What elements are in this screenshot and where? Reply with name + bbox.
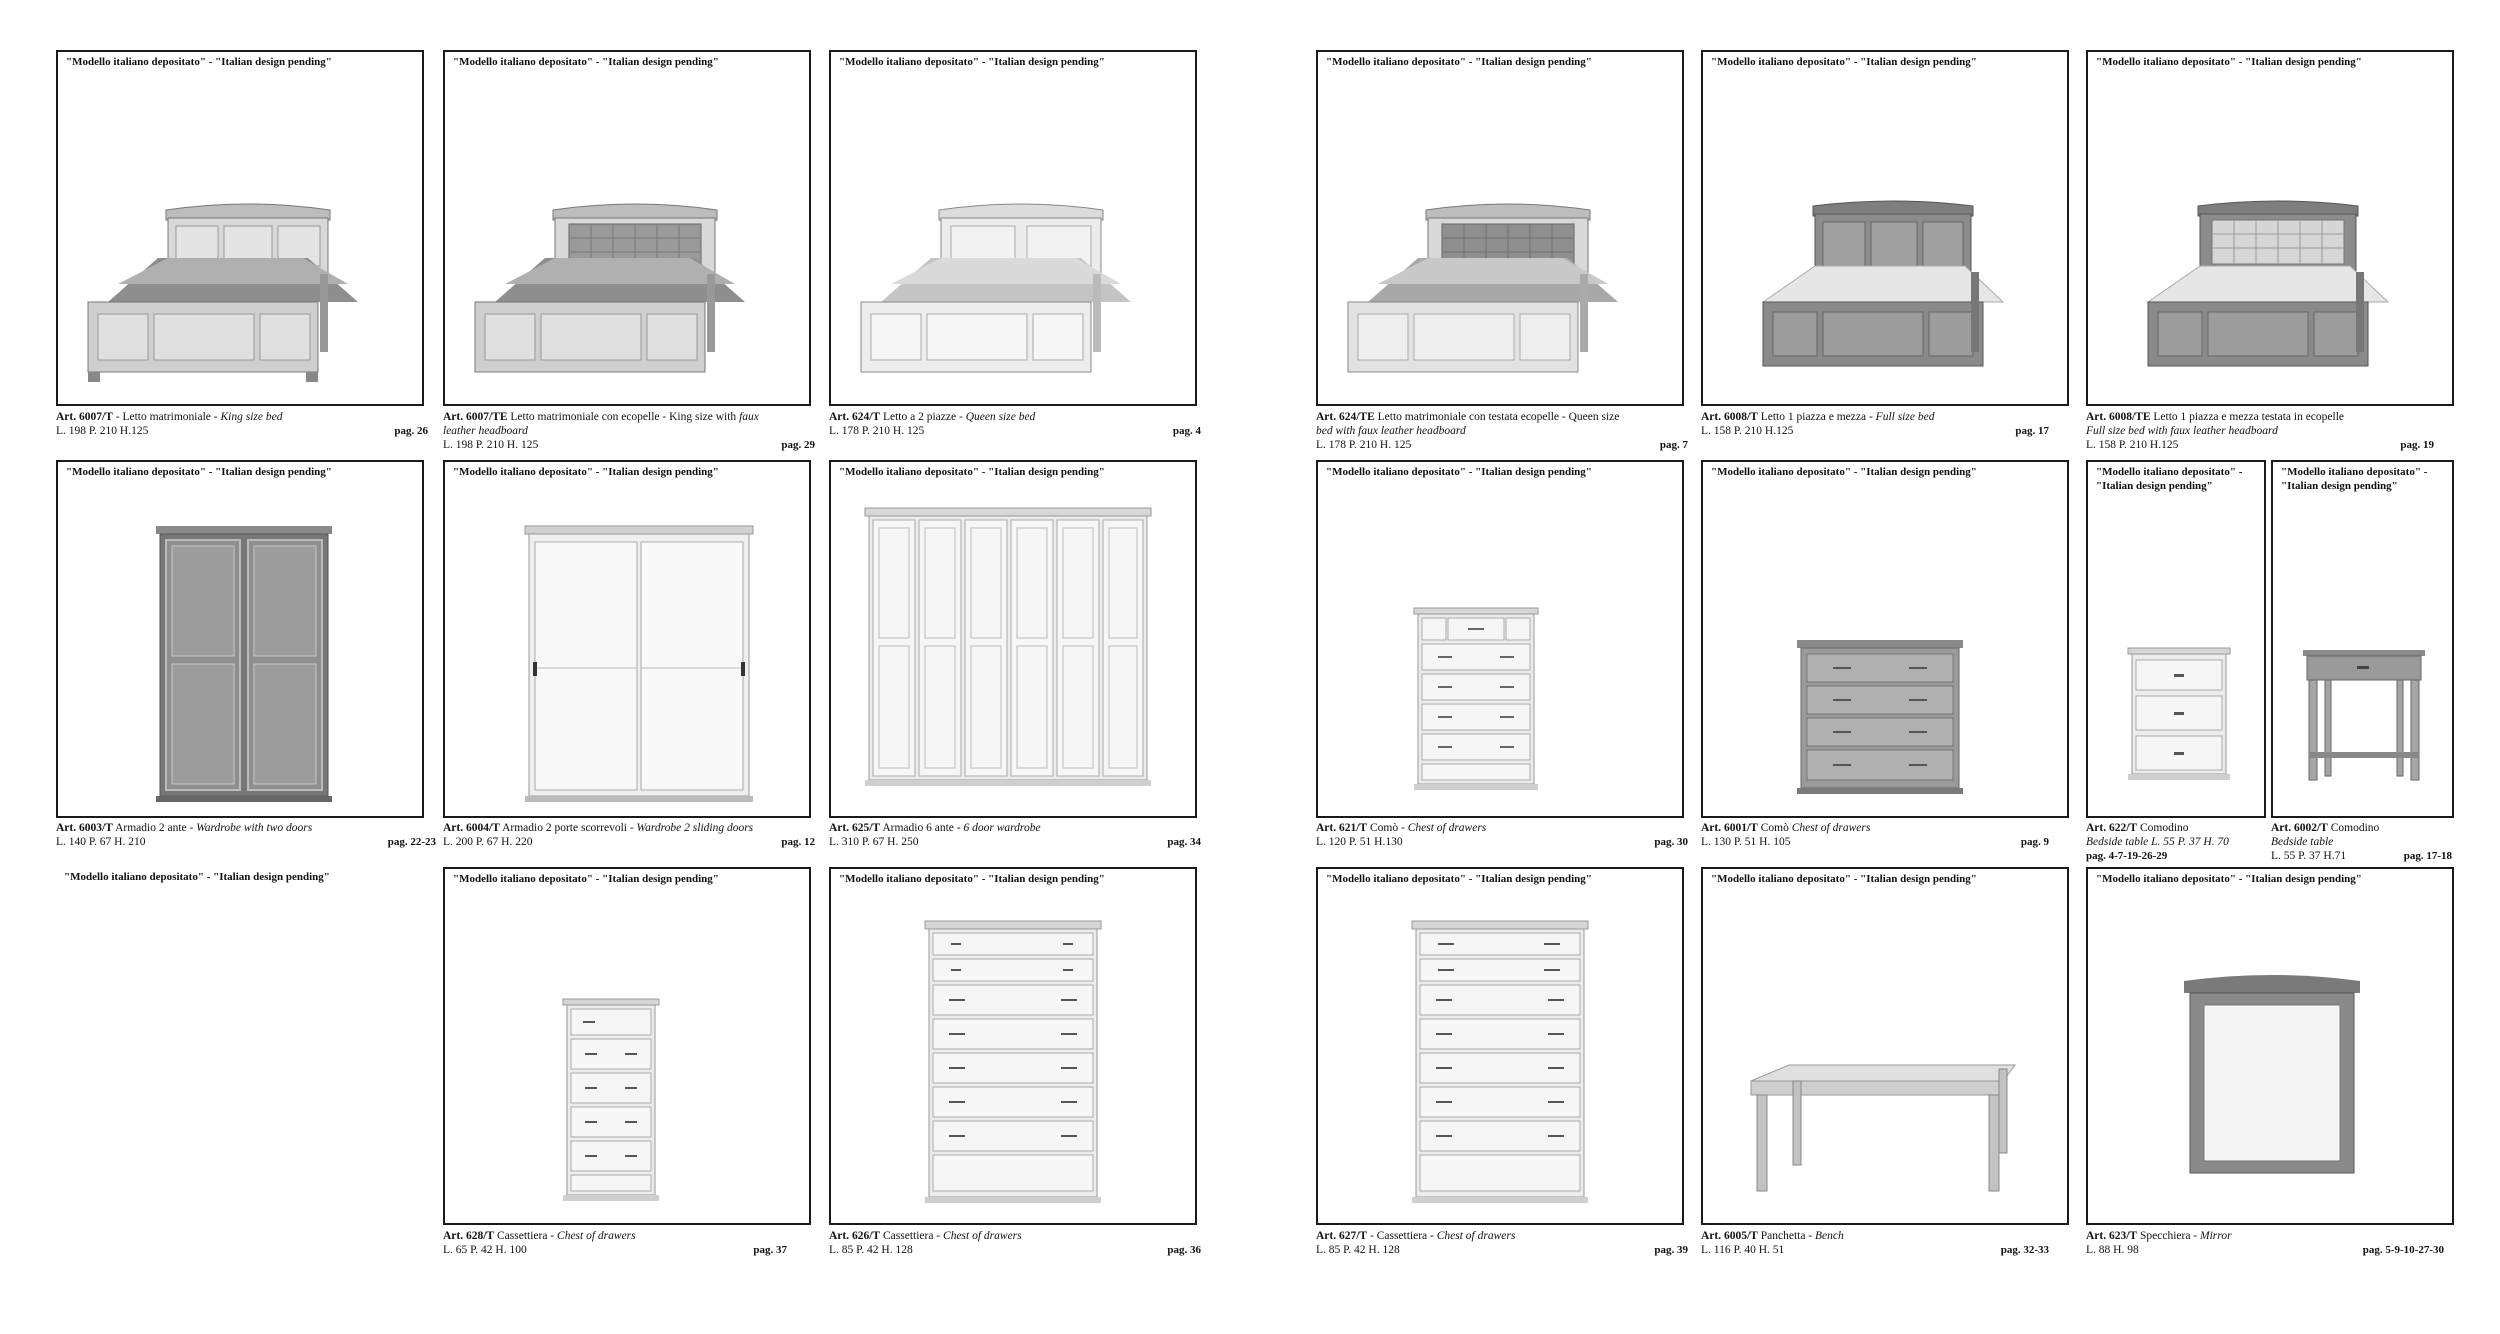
design-notice: "Modello italiano depositato" - "Italian design pending" (839, 466, 1105, 478)
design-notice: "Modello italiano depositato" - "Italian design pending" (453, 466, 719, 478)
product-panel-628t (443, 867, 811, 1225)
design-notice: "Modello italiano depositato" - "Italian design pending" (2096, 466, 2243, 492)
design-notice: "Modello italiano depositato" - "Italian design pending" (64, 871, 330, 883)
product-panel-6005t (1701, 867, 2069, 1225)
product-caption-6007te: Art. 6007/TE Letto matrimoniale con ecopelle - King size with faux leather headboard L. 198 P. 210 H. 125 pag. 29 (443, 411, 815, 451)
product-panel-6008t (1701, 50, 2069, 406)
product-caption-623t: Art. 623/T Specchiera - Mirror L. 88 H. 98 pag. 5-9-10-27-30 (2086, 1230, 2444, 1256)
design-notice: "Modello italiano depositato" - "Italian design pending" (2281, 466, 2428, 492)
mirror-image (2088, 869, 2454, 1225)
bed-image (2088, 52, 2454, 406)
design-notice: "Modello italiano depositato" - "Italian design pending" (1326, 56, 1592, 68)
product-caption-622t: Art. 622/T Comodino Bedside table L. 55 P. 37 H. 70 pag. 4-7-19-26-29 (2086, 822, 2229, 862)
design-notice: "Modello italiano depositato" - "Italian design pending" (1326, 466, 1592, 478)
product-panel-6004t (443, 460, 811, 818)
chest-image (1318, 462, 1684, 818)
product-caption-628t: Art. 628/T Cassettiera - Chest of drawers L. 65 P. 42 H. 100 pag. 37 (443, 1230, 787, 1256)
product-panel-625t (829, 460, 1197, 818)
product-caption-627t: Art. 627/T - Cassettiera - Chest of drawers L. 85 P. 42 H. 128 pag. 39 (1316, 1230, 1688, 1256)
design-notice: "Modello italiano depositato" - "Italian design pending" (66, 56, 332, 68)
product-panel-6002t (2271, 460, 2454, 818)
product-caption-6007t: Art. 6007/T - Letto matrimoniale - King size bed L. 198 P. 210 H.125 pag. 26 (56, 411, 428, 437)
wardrobe-image (58, 462, 424, 818)
product-panel-621t (1316, 460, 1684, 818)
design-notice: "Modello italiano depositato" - "Italian design pending" (2096, 56, 2362, 68)
product-panel-624t (829, 50, 1197, 406)
product-caption-6001t: Art. 6001/T Comò Chest of drawers L. 130 P. 51 H. 105 pag. 9 (1701, 822, 2049, 848)
bed-image (445, 52, 811, 406)
chest-image (445, 869, 811, 1225)
product-panel-6001t (1701, 460, 2069, 818)
chest-image (1703, 462, 2069, 818)
chest-image (831, 869, 1197, 1225)
product-caption-6005t: Art. 6005/T Panchetta - Bench L. 116 P. 40 H. 51 pag. 32-33 (1701, 1230, 2049, 1256)
bench-image (1703, 869, 2069, 1225)
product-caption-625t: Art. 625/T Armadio 6 ante - 6 door wardrobe L. 310 P. 67 H. 250 pag. 34 (829, 822, 1201, 848)
design-notice: "Modello italiano depositato" - "Italian design pending" (1326, 873, 1592, 885)
product-panel-6008te (2086, 50, 2454, 406)
product-caption-6008t: Art. 6008/T Letto 1 piazza e mezza - Full size bed L. 158 P. 210 H.125 pag. 17 (1701, 411, 2049, 437)
nightstand-image (2273, 462, 2454, 818)
design-notice: "Modello italiano depositato" - "Italian design pending" (453, 56, 719, 68)
nightstand-image (2088, 462, 2266, 818)
bed-image (58, 52, 424, 406)
product-panel-6007t (56, 50, 424, 406)
bed-image (831, 52, 1197, 406)
design-notice: "Modello italiano depositato" - "Italian design pending" (1711, 466, 1977, 478)
design-notice: "Modello italiano depositato" - "Italian design pending" (839, 873, 1105, 885)
product-panel-622t (2086, 460, 2266, 818)
design-notice: "Modello italiano depositato" - "Italian design pending" (453, 873, 719, 885)
product-caption-6002t: Art. 6002/T Comodino Bedside table L. 55 P. 37 H.71 pag. 17-18 (2271, 822, 2452, 862)
product-panel-627t (1316, 867, 1684, 1225)
bed-image (1318, 52, 1684, 406)
product-caption-624te: Art. 624/TE Letto matrimoniale con testata ecopelle - Queen size bed with faux leather headboard L. 178 P. 210 H. 125 pag. 7 (1316, 411, 1688, 451)
product-panel-626t (829, 867, 1197, 1225)
bed-image (1703, 52, 2069, 406)
product-panel-6007te (443, 50, 811, 406)
product-caption-6004t: Art. 6004/T Armadio 2 porte scorrevoli - Wardrobe 2 sliding doors L. 200 P. 67 H. 220 pag. 12 (443, 822, 815, 848)
product-caption-626t: Art. 626/T Cassettiera - Chest of drawers L. 85 P. 42 H. 128 pag. 36 (829, 1230, 1201, 1256)
wardrobe-image (445, 462, 811, 818)
design-notice: "Modello italiano depositato" - "Italian design pending" (2096, 873, 2362, 885)
product-panel-empty (56, 867, 424, 1225)
product-caption-624t: Art. 624/T Letto a 2 piazze - Queen size bed L. 178 P. 210 H. 125 pag. 4 (829, 411, 1201, 437)
product-caption-6008te: Art. 6008/TE Letto 1 piazza e mezza testata in ecopelle Full size bed with faux leather headboard L. 158 P. 210 H.125 pag. 19 (2086, 411, 2434, 451)
design-notice: "Modello italiano depositato" - "Italian design pending" (839, 56, 1105, 68)
design-notice: "Modello italiano depositato" - "Italian design pending" (66, 466, 332, 478)
design-notice: "Modello italiano depositato" - "Italian design pending" (1711, 56, 1977, 68)
product-caption-621t: Art. 621/T Comò - Chest of drawers L. 120 P. 51 H.130 pag. 30 (1316, 822, 1688, 848)
wardrobe-image (831, 462, 1197, 818)
chest-image (1318, 869, 1684, 1225)
product-panel-6003t (56, 460, 424, 818)
design-notice: "Modello italiano depositato" - "Italian design pending" (1711, 873, 1977, 885)
product-panel-624te (1316, 50, 1684, 406)
product-panel-623t (2086, 867, 2454, 1225)
product-caption-6003t: Art. 6003/T Armadio 2 ante - Wardrobe with two doors L. 140 P. 67 H. 210 pag. 22-23 (56, 822, 436, 848)
